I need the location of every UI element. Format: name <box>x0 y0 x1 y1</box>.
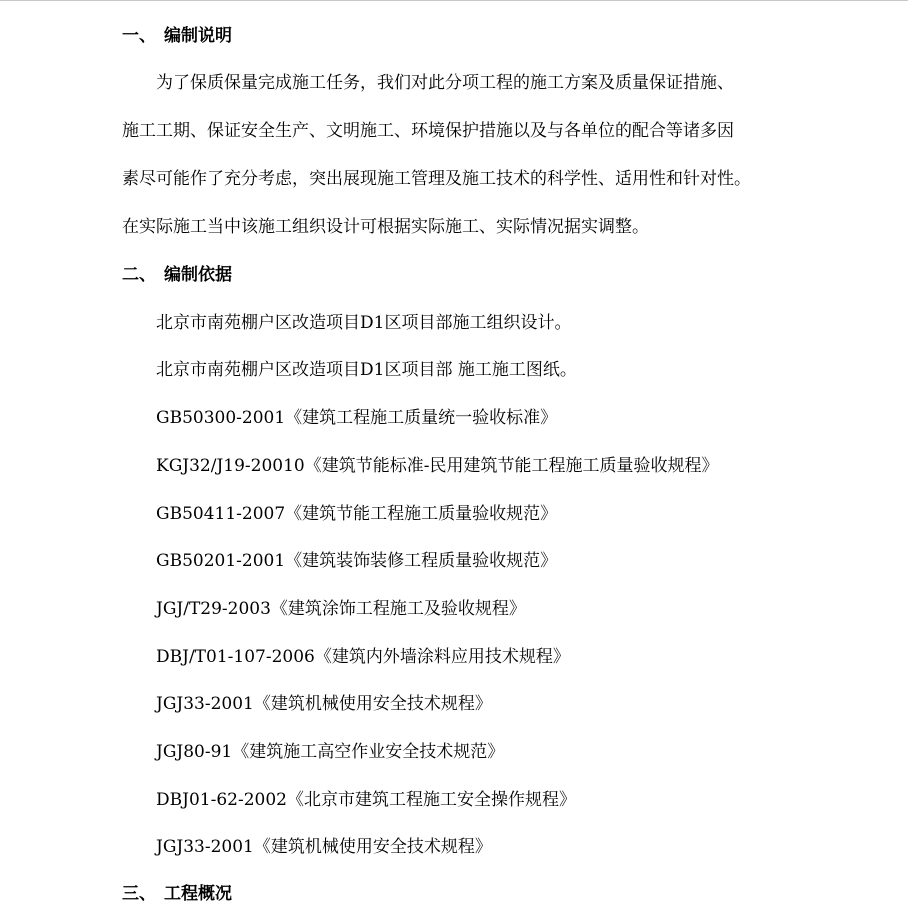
reference-item: JGJ80-91《建筑施工高空作业安全技术规范》 <box>156 742 505 762</box>
reference-item: GB50201-2001《建筑装饰装修工程质量验收规范》 <box>156 551 558 571</box>
section-number: 三、 <box>122 884 156 904</box>
reference-item: DBJ01-62-2002《北京市建筑工程施工安全操作规程》 <box>156 790 576 810</box>
reference-item: KGJ32/J19-20010《建筑节能标准-民用建筑节能工程施工质量验收规程》 <box>156 456 719 476</box>
reference-item: 北京市南苑棚户区改造项目D1区项目部 施工施工图纸。 <box>156 360 577 380</box>
section-title: 编制说明 <box>164 26 232 46</box>
page-top-border <box>0 0 908 1</box>
section-title: 工程概况 <box>164 884 232 904</box>
paragraph-line: 施工工期、保证安全生产、文明施工、环境保护措施以及与各单位的配合等诸多因 <box>122 121 734 141</box>
paragraph-line: 素尽可能作了充分考虑，突出展现施工管理及施工技术的科学性、适用性和针对性。 <box>122 169 751 189</box>
reference-item: JGJ/T29-2003《建筑涂饰工程施工及验收规程》 <box>156 599 526 619</box>
section-heading-1 <box>122 25 232 47</box>
reference-item: 北京市南苑棚户区改造项目D1区项目部施工组织设计。 <box>156 313 572 333</box>
reference-item: JGJ33-2001《建筑机械使用安全技术规程》 <box>156 837 492 857</box>
paragraph-line: 为了保质保量完成施工任务，我们对此分项工程的施工方案及质量保证措施、 <box>156 73 734 93</box>
section-title: 编制依据 <box>164 265 232 285</box>
section-heading-3 <box>122 883 232 905</box>
reference-item: JGJ33-2001《建筑机械使用安全技术规程》 <box>156 694 492 714</box>
reference-item: DBJ/T01-107-2006《建筑内外墙涂料应用技术规程》 <box>156 647 570 667</box>
section-number: 二、 <box>122 265 156 285</box>
paragraph-line: 在实际施工当中该施工组织设计可根据实际施工、实际情况据实调整。 <box>122 217 649 237</box>
section-heading-2 <box>122 264 232 286</box>
reference-item: GB50411-2007《建筑节能工程施工质量验收规范》 <box>156 504 558 524</box>
reference-item: GB50300-2001《建筑工程施工质量统一验收标准》 <box>156 408 558 428</box>
section-number: 一、 <box>122 26 156 46</box>
